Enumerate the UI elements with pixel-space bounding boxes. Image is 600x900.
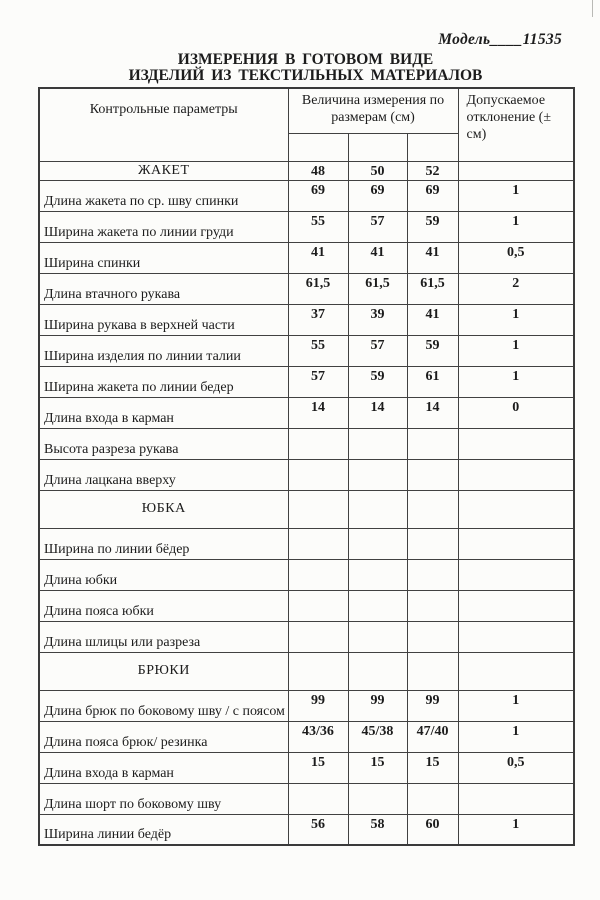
parameter-label: Ширина жакета по линии бедер: [39, 366, 288, 397]
tolerance-value: 0: [458, 397, 574, 428]
value-size-50: 14: [348, 397, 407, 428]
value-size-52: [407, 559, 458, 590]
tolerance-value: 1: [458, 721, 574, 752]
value-size-50: 59: [348, 366, 407, 397]
table-row: [39, 559, 574, 590]
parameter-label: Длина входа в карман: [39, 397, 288, 428]
value-size-48: 57: [288, 366, 348, 397]
table-row: [39, 528, 574, 559]
tolerance-value: 1: [458, 304, 574, 335]
value-size-52: [407, 428, 458, 459]
value-size-52: [407, 783, 458, 814]
tolerance-value: 1: [458, 335, 574, 366]
tolerance-value: [458, 783, 574, 814]
tolerance-value: 1: [458, 814, 574, 845]
table-row: [39, 335, 574, 366]
tolerance-value: [458, 590, 574, 621]
tolerance-value: 1: [458, 366, 574, 397]
value-size-52: 59: [407, 335, 458, 366]
value-size-52: [407, 621, 458, 652]
value-size-52: 41: [407, 304, 458, 335]
value-size-52: 59: [407, 211, 458, 242]
value-size-48: [288, 459, 348, 490]
value-size-48: [288, 621, 348, 652]
table-row: [39, 428, 574, 459]
parameter-label: Длина жакета по ср. шву спинки: [39, 180, 288, 211]
title-line-1: ИЗМЕРЕНИЯ В ГОТОВОМ ВИДЕ: [177, 51, 434, 68]
parameter-label: Ширина изделия по линии талии: [39, 335, 288, 366]
parameter-label: Длина юбки: [39, 559, 288, 590]
value-size-48: [288, 528, 348, 559]
value-size-50: 61,5: [348, 273, 407, 304]
value-size-50: [348, 459, 407, 490]
value-size-48: 37: [288, 304, 348, 335]
value-size-48: [288, 590, 348, 621]
parameter-label: Длина шлицы или разреза: [39, 621, 288, 652]
value-size-50: 41: [348, 242, 407, 273]
tolerance-value: [458, 621, 574, 652]
measurements-table: [38, 87, 575, 846]
tolerance-value: [458, 490, 574, 528]
parameter-label: Ширина линии бедёр: [39, 814, 288, 845]
table-row: [39, 242, 574, 273]
value-size-50: [348, 590, 407, 621]
parameter-label: Длина шорт по боковому шву: [39, 783, 288, 814]
value-size-52: [407, 490, 458, 528]
value-size-52: 61,5: [407, 273, 458, 304]
value-size-48: 48: [288, 161, 348, 180]
value-size-52: 52: [407, 161, 458, 180]
size-subheader-cell: [288, 133, 348, 161]
parameter-label: Длина втачного рукава: [39, 273, 288, 304]
value-size-52: [407, 590, 458, 621]
value-size-50: 15: [348, 752, 407, 783]
table-row: [39, 180, 574, 211]
value-size-48: 55: [288, 211, 348, 242]
value-size-50: 39: [348, 304, 407, 335]
table-row: [39, 783, 574, 814]
value-size-50: [348, 528, 407, 559]
table-row: [39, 721, 574, 752]
value-size-52: 15: [407, 752, 458, 783]
value-size-48: 61,5: [288, 273, 348, 304]
section-label: ЮБКА: [39, 490, 288, 528]
value-size-50: [348, 652, 407, 690]
value-size-48: 69: [288, 180, 348, 211]
size-subheader-cell: [407, 133, 458, 161]
tolerance-value: [458, 652, 574, 690]
value-size-48: [288, 652, 348, 690]
value-size-48: [288, 428, 348, 459]
tolerance-value: 0,5: [458, 242, 574, 273]
value-size-48: 15: [288, 752, 348, 783]
table-row: [39, 366, 574, 397]
value-size-50: 57: [348, 335, 407, 366]
table-row: [39, 273, 574, 304]
size-subheader-cell: [348, 133, 407, 161]
parameter-label: Высота разреза рукава: [39, 428, 288, 459]
model-number: Модель____11535: [438, 31, 562, 48]
value-size-52: 61: [407, 366, 458, 397]
table-row: [39, 397, 574, 428]
value-size-48: [288, 783, 348, 814]
value-size-52: [407, 528, 458, 559]
title-line-2: ИЗДЕЛИЙ ИЗ ТЕКСТИЛЬНЫХ МАТЕРИАЛОВ: [128, 66, 483, 84]
table-row: [39, 590, 574, 621]
section-label: ЖАКЕТ: [39, 161, 288, 180]
value-size-50: [348, 783, 407, 814]
tolerance-value: [458, 559, 574, 590]
table-row: [39, 814, 574, 845]
value-size-48: 56: [288, 814, 348, 845]
value-size-48: 55: [288, 335, 348, 366]
tolerance-value: 1: [458, 211, 574, 242]
value-size-50: 57: [348, 211, 407, 242]
column-header-parameters: Контрольные параметры: [39, 88, 288, 161]
value-size-50: 99: [348, 690, 407, 721]
scan-artifact-line: [592, 0, 593, 17]
column-header-tolerance: Допускаемое отклонение (± см): [458, 88, 574, 161]
parameter-label: Длина пояса брюк/ резинка: [39, 721, 288, 752]
parameter-label: Ширина спинки: [39, 242, 288, 273]
column-header-values: Величина измерения по размерам (см): [288, 88, 458, 133]
value-size-52: 99: [407, 690, 458, 721]
value-size-50: [348, 621, 407, 652]
tolerance-value: 2: [458, 273, 574, 304]
tolerance-value: 1: [458, 690, 574, 721]
value-size-48: 43/36: [288, 721, 348, 752]
parameter-label: Ширина рукава в верхней части: [39, 304, 288, 335]
value-size-48: 14: [288, 397, 348, 428]
value-size-50: [348, 559, 407, 590]
table-header-row: [39, 88, 574, 133]
value-size-48: 41: [288, 242, 348, 273]
value-size-52: 14: [407, 397, 458, 428]
value-size-52: 47/40: [407, 721, 458, 752]
value-size-52: [407, 652, 458, 690]
document-title: [38, 52, 573, 83]
value-size-52: [407, 459, 458, 490]
value-size-50: 69: [348, 180, 407, 211]
parameter-label: Длина входа в карман: [39, 752, 288, 783]
table-row: [39, 752, 574, 783]
table-row: [39, 304, 574, 335]
value-size-48: [288, 559, 348, 590]
tolerance-value: [458, 459, 574, 490]
value-size-50: 58: [348, 814, 407, 845]
value-size-48: 99: [288, 690, 348, 721]
table-row: [39, 211, 574, 242]
value-size-50: [348, 428, 407, 459]
section-row: [39, 161, 574, 180]
value-size-52: 41: [407, 242, 458, 273]
value-size-50: [348, 490, 407, 528]
parameter-label: Ширина по линии бёдер: [39, 528, 288, 559]
section-row: [39, 490, 574, 528]
table-row: [39, 459, 574, 490]
parameter-label: Ширина жакета по линии груди: [39, 211, 288, 242]
tolerance-value: [458, 528, 574, 559]
tolerance-value: [458, 161, 574, 180]
tolerance-value: [458, 428, 574, 459]
value-size-50: 50: [348, 161, 407, 180]
value-size-48: [288, 490, 348, 528]
parameter-label: Длина брюк по боковому шву / с поясом: [39, 690, 288, 721]
section-label: БРЮКИ: [39, 652, 288, 690]
tolerance-value: 0,5: [458, 752, 574, 783]
tolerance-value: 1: [458, 180, 574, 211]
parameter-label: Длина лацкана вверху: [39, 459, 288, 490]
table-row: [39, 690, 574, 721]
section-row: [39, 652, 574, 690]
parameter-label: Длина пояса юбки: [39, 590, 288, 621]
table-row: [39, 621, 574, 652]
value-size-52: 69: [407, 180, 458, 211]
value-size-50: 45/38: [348, 721, 407, 752]
value-size-52: 60: [407, 814, 458, 845]
table-body: [39, 161, 574, 845]
